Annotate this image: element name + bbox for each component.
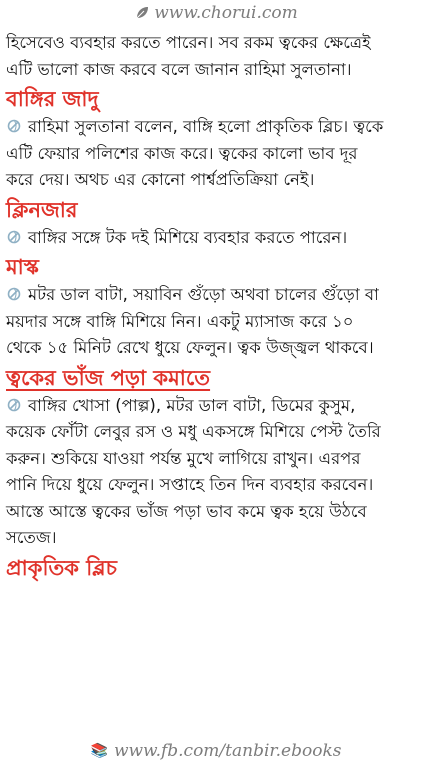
heading-bangir-jadu: বাঙ্গির জাদু xyxy=(6,86,99,111)
paragraph-wrinkles xyxy=(6,393,426,552)
paragraph-cleanser xyxy=(6,225,426,252)
bullet-icon xyxy=(6,229,22,245)
article-body xyxy=(6,30,426,583)
heading-mask: মাস্ক xyxy=(6,254,39,279)
heading-wrinkles: ত্বকের ভাঁজ পড়া কমাতে xyxy=(6,364,211,390)
paragraph-text: বাঙ্গির সঙ্গে টক দই মিশিয়ে ব্যবহার করতে পারেন। xyxy=(28,227,348,247)
footer-link[interactable]: www.fb.com/tanbir.ebooks xyxy=(113,741,342,761)
leaf-icon xyxy=(134,5,150,21)
paragraph-mask xyxy=(6,282,426,362)
site-url: www.chorui.com xyxy=(154,3,298,23)
intro-paragraph: হিসেবেও ব্যবহার করতে পারেন। সব রকম ত্বকের ক্ষেত্রেই এটি ভালো কাজ করবে বলে জানান রাহিমা সুলতানা। xyxy=(6,33,371,79)
footer xyxy=(0,740,432,762)
paragraph-bangir-jadu xyxy=(6,114,426,194)
top-header xyxy=(0,0,432,26)
bullet-icon xyxy=(6,286,22,302)
heading-natural-bleach: প্রাকৃতিক ব্লিচ xyxy=(6,554,117,580)
bullet-icon xyxy=(6,118,22,134)
heading-cleanser: ক্লিনজার xyxy=(6,196,78,222)
books-icon: 📚 xyxy=(90,743,108,759)
paragraph-text: রাহিমা সুলতানা বলেন, বাঙ্গি হলো প্রাকৃতিক ব্লিচ। ত্বকে এটি ফেয়ার পলিশের কাজ করে। ত্বকের কালো ভাব দূর করে দেয়। অথচ এর কোনো পার্শ্বপ্রতিক্রিয়া নেই। xyxy=(6,117,384,189)
paragraph-text: বাঙ্গির খোসা (পাল্প), মটর ডাল বাটা, ডিমের কুসুম, কয়েক ফোঁটা লেবুর রস ও মধু একসঙ্গে মিশিয়ে পেস্ট তৈরি করুন। শুকিয়ে যাওয়া পর্যন্ত মুখে লাগিয়ে রাখুন। এরপর পানি দিয়ে ধুয়ে ফেলুন। সপ্তাহে তিন দিন ব্যবহার করবেন। আস্তে আস্তে ত্বকের ভাঁজ পড়া ভাব কমে ত্বক হয়ে উঠবে সতেজ। xyxy=(6,395,381,547)
paragraph-text: মটর ডাল বাটা, সয়াবিন গুঁড়ো অথবা চালের গুঁড়ো বা ময়দার সঙ্গে বাঙ্গি মিশিয়ে নিন। একটু ম্যাসাজ করে ১০ থেকে ১৫ মিনিট রেখে ধুয়ে ফেলুন। ত্বক উজ্জ্বল থাকবে। xyxy=(6,285,379,357)
bullet-icon xyxy=(6,397,22,413)
